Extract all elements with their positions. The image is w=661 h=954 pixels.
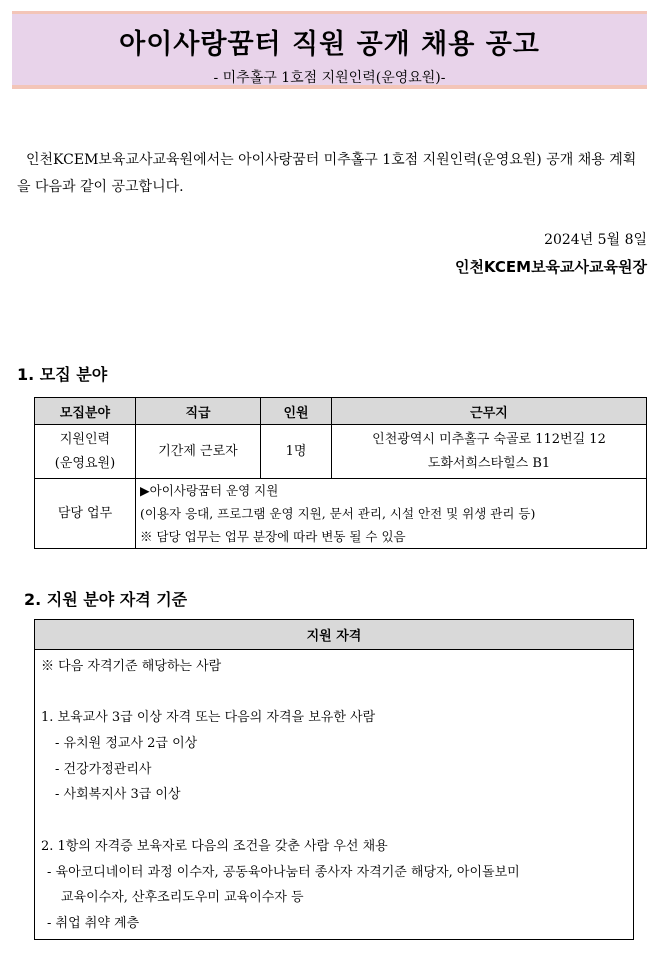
qualification-header: 지원 자격 (35, 620, 634, 650)
qualification-line: - 유치원 정교사 2급 이상 (55, 736, 198, 752)
table-header-row (35, 620, 634, 650)
qualification-cell (35, 650, 634, 940)
place-cell (332, 425, 647, 479)
announcement-date: 2024년 5월 8일 (544, 232, 647, 248)
grade-cell: 기간제 근로자 (136, 425, 261, 479)
qualification-table (34, 619, 634, 940)
header-place: 근무지 (332, 398, 647, 425)
qualification-line: - 취업 취약 계층 (47, 915, 140, 931)
header-count: 인원 (261, 398, 332, 425)
qualification-line: 2. 1항의 자격증 보육자로 다음의 조건을 갖춘 사람 우선 채용 (41, 838, 388, 854)
header-field: 모집분야 (35, 398, 136, 425)
section2-heading: 2. 지원 분야 자격 기준 (24, 590, 188, 609)
table-row (35, 479, 647, 549)
issuing-organization: 인천KCEM보육교사교육원장 (454, 258, 647, 276)
qualification-line: 교육이수자, 산후조리도우미 교육이수자 등 (61, 890, 304, 906)
field-line: (운영요원) (54, 455, 116, 471)
qualification-line: - 사회복지사 3급 이상 (55, 787, 181, 803)
table-row (35, 650, 634, 940)
place-line: 인천광역시 미추홀구 숙골로 112번길 12 (372, 431, 606, 447)
table-row (35, 425, 647, 479)
qualification-line (41, 680, 633, 706)
intro-paragraph (17, 147, 647, 201)
qualification-line: - 육아코디네이터 과정 이수자, 공동육아나눔터 종사자 자격기준 해당자, 아이돌보미 (47, 864, 520, 880)
intro-text: 인천KCEM보육교사교육원에서는 아이사랑꿈터 미추홀구 1호점 지원인력(운영요원) 공개 채용 계획을 다음과 같이 공고합니다. (17, 152, 637, 195)
section1-heading: 1. 모집 분야 (17, 365, 108, 384)
qualification-line: - 건강가정관리사 (55, 761, 152, 777)
qualification-line (41, 808, 633, 834)
page-subtitle: - 미추홀구 1호점 지원인력(운영요원)- (213, 70, 446, 86)
field-cell (35, 425, 136, 479)
count-cell: 1명 (261, 425, 332, 479)
duty-line: (이용자 응대, 프로그램 운영 지원, 문서 관리, 시설 안전 및 위생 관리 등) (140, 506, 536, 521)
page-title: 아이사랑꿈터 직원 공개 채용 공고 (119, 29, 540, 60)
recruitment-table (34, 397, 647, 549)
place-line: 도화서희스타힐스 B1 (427, 455, 551, 471)
field-line: 지원인력 (59, 431, 111, 447)
duty-label-cell: 담당 업무 (35, 479, 136, 549)
qualification-line: ※ 다음 자격기준 해당하는 사람 (41, 659, 222, 674)
title-banner (12, 11, 647, 89)
header-grade: 직급 (136, 398, 261, 425)
table-header-row (35, 398, 647, 425)
qualification-line: 1. 보육교사 3급 이상 자격 또는 다음의 자격을 보유한 사람 (41, 710, 376, 726)
duty-cell (136, 479, 647, 549)
duty-line: ※ 담당 업무는 업무 분장에 따라 변동 될 수 있음 (140, 529, 406, 544)
duty-line: ▶아이사랑꿈터 운영 지원 (140, 483, 279, 498)
